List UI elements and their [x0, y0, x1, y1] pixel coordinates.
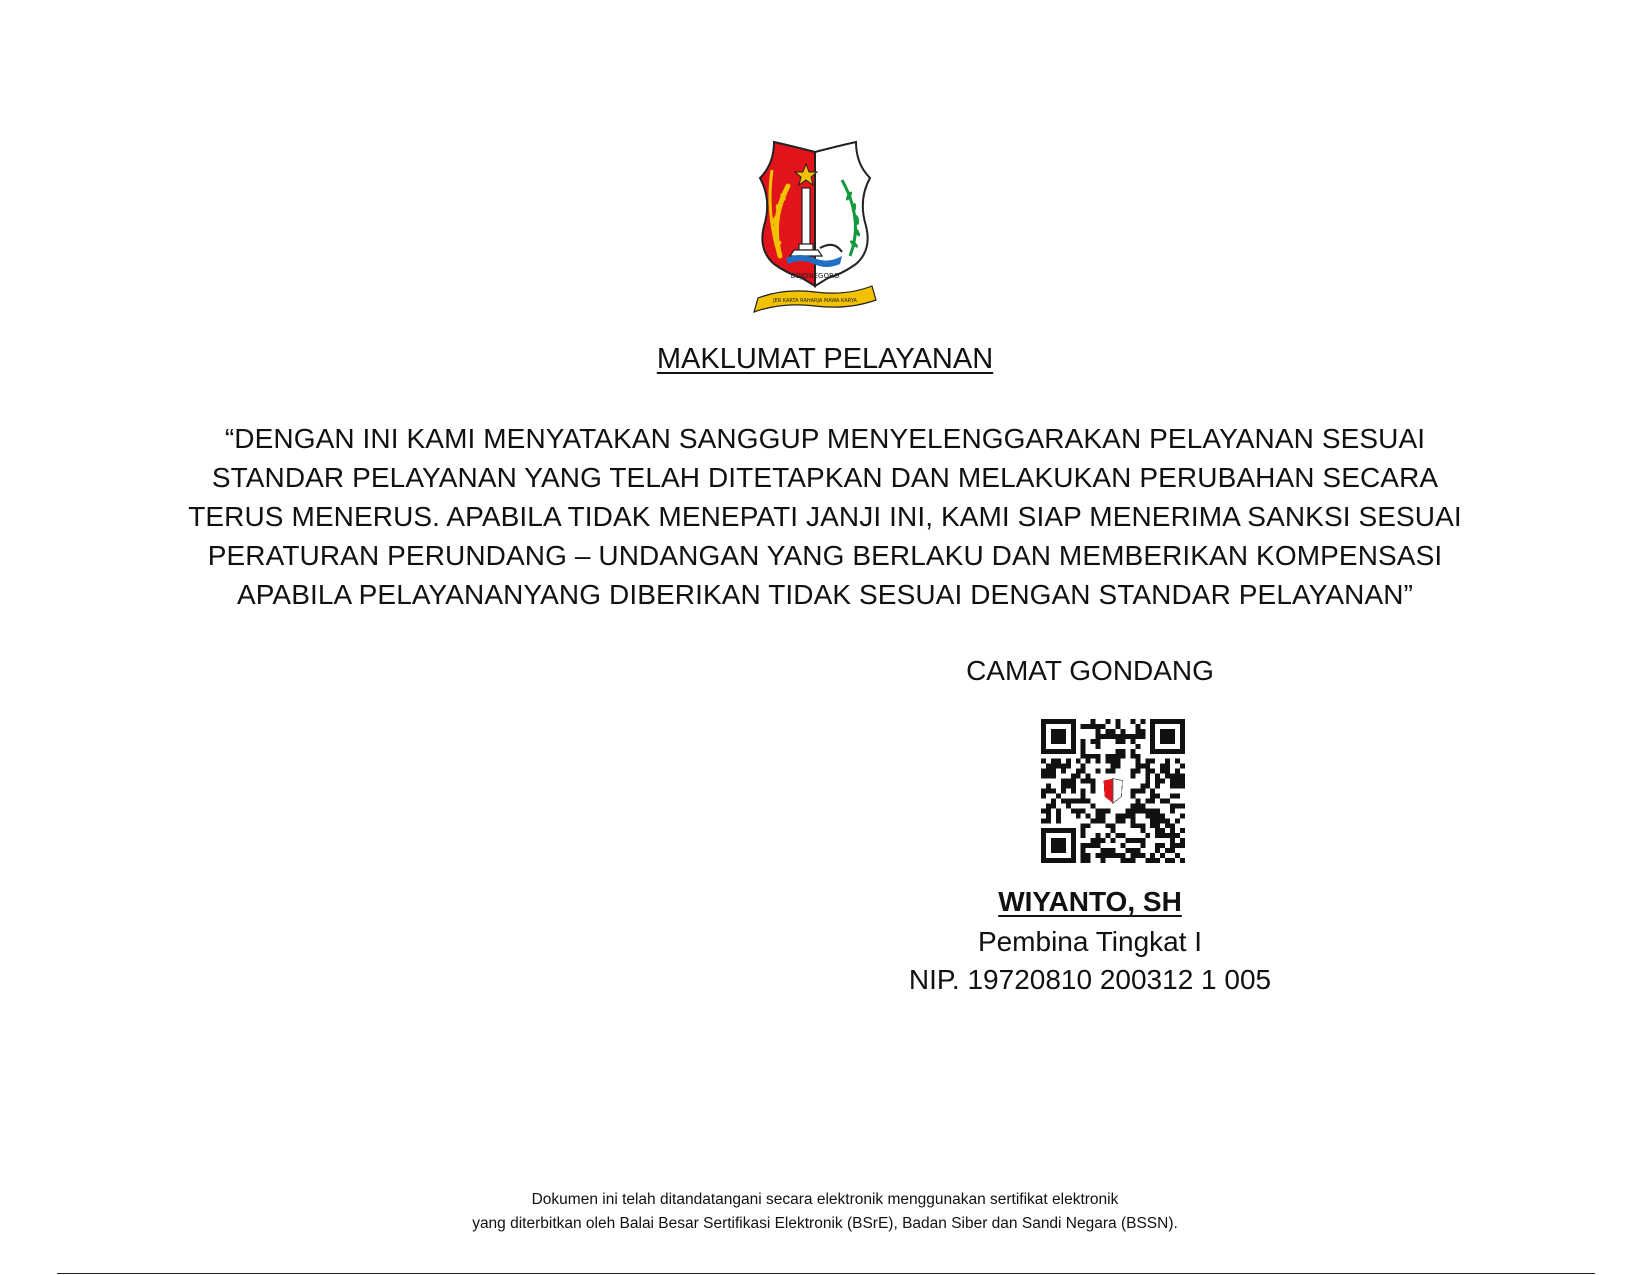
signatory-nip: NIP. 19720810 200312 1 005: [908, 964, 1272, 995]
page-divider: [57, 1273, 1595, 1274]
qr-finder-pattern: [1041, 828, 1076, 863]
svg-text:JER KARTA RAHARJA MAWA KARYA: JER KARTA RAHARJA MAWA KARYA: [773, 298, 857, 304]
qr-code-icon: [1041, 719, 1185, 863]
statement-line: APABILA PELAYANANYANG DIBERIKAN TIDAK SESUAI DENGAN STANDAR PELAYANAN”: [236, 579, 1414, 610]
footer-line: yang diterbitkan oleh Balai Besar Sertifikasi Elektronik (BSrE), Badan Siber dan Sandi Negara (BSSN).: [472, 1215, 1178, 1232]
service-statement: [145, 419, 1505, 614]
footer-line: Dokumen ini telah ditandatangani secara elektronik menggunakan sertifikat elektronik: [531, 1191, 1119, 1208]
signatory-rank: Pembina Tingkat I: [977, 926, 1203, 957]
document-title: MAKLUMAT PELAYANAN: [656, 343, 994, 375]
signatory-position: CAMAT GONDANG: [966, 655, 1214, 686]
svg-text:BOJONEGORO: BOJONEGORO: [790, 272, 840, 280]
statement-line: STANDAR PELAYANAN YANG TELAH DITETAPKAN DAN MELAKUKAN PERUBAHAN SECARA: [211, 462, 1439, 493]
bojonegoro-logo: [750, 140, 880, 322]
e-signature-notice: [0, 1188, 1650, 1236]
qr-finder-pattern: [1150, 719, 1185, 754]
statement-line: PERATURAN PERUNDANG – UNDANGAN YANG BERLAKU DAN MEMBERIKAN KOMPENSASI: [207, 540, 1443, 571]
bojonegoro-emblem-icon: [1096, 774, 1131, 809]
statement-line: TERUS MENERUS. APABILA TIDAK MENEPATI JANJI INI, KAMI SIAP MENERIMA SANKSI SESUAI: [188, 501, 1462, 532]
statement-line: “DENGAN INI KAMI MENYATAKAN SANGGUP MENYELENGGARAKAN PELAYANAN SESUAI: [224, 423, 1426, 454]
qr-finder-pattern: [1041, 719, 1076, 754]
signatory-name: WIYANTO, SH: [998, 886, 1182, 917]
